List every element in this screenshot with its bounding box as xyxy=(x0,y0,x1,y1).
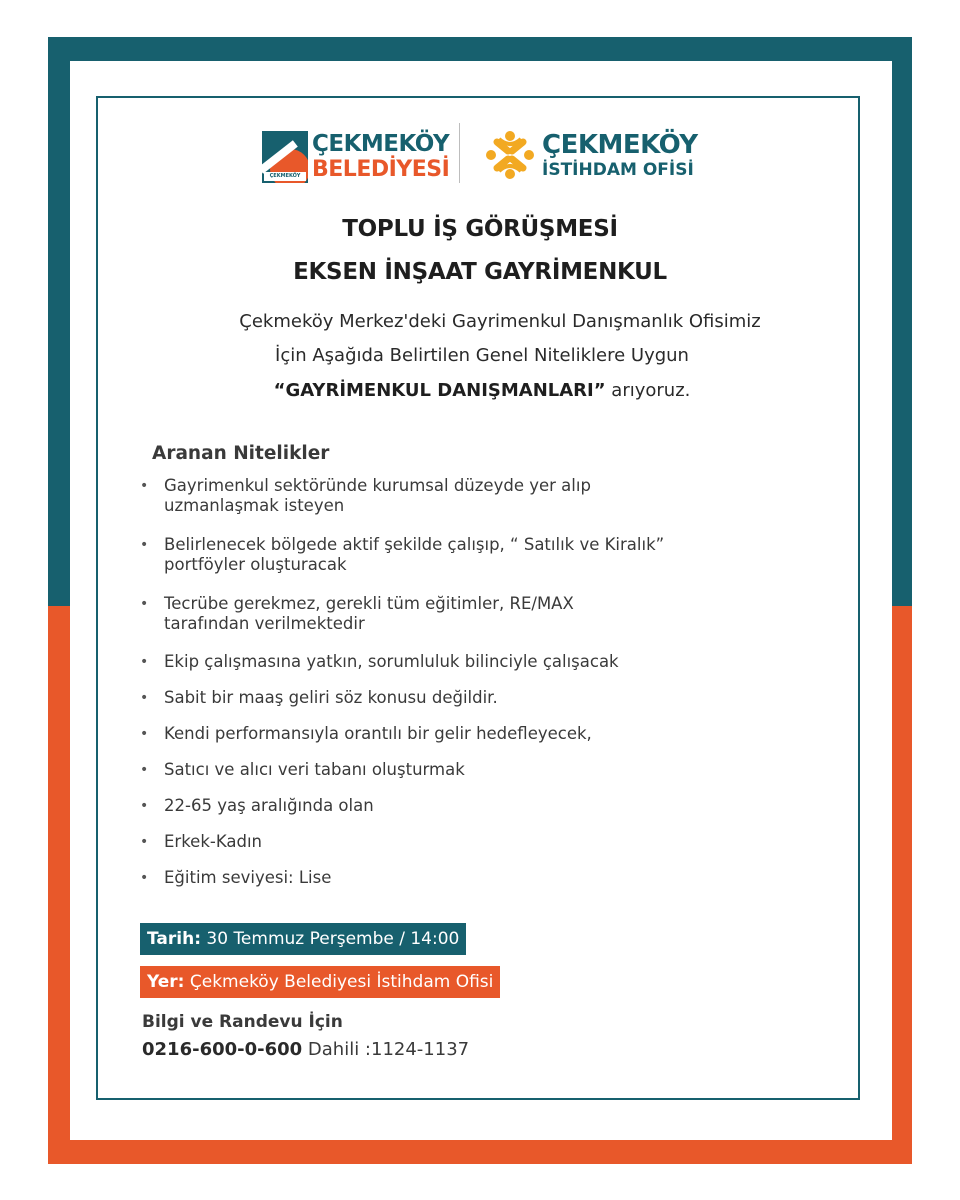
bullet-icon: • xyxy=(140,762,149,778)
istihdam-ofisi-logo xyxy=(484,129,714,185)
intro-line-3-rest: arıyoruz. xyxy=(605,380,691,401)
place-label: Yer: xyxy=(147,972,185,992)
list-item: • Erkek-Kadın xyxy=(140,832,262,851)
requirements-title: Aranan Nitelikler xyxy=(152,443,330,464)
bullet-icon: • xyxy=(140,870,149,886)
municipality-emblem-icon: ÇEKMEKÖY xyxy=(262,131,308,183)
place-value: Çekmeköy Belediyesi İstihdam Ofisi xyxy=(184,972,494,992)
bullet-icon: • xyxy=(140,596,149,612)
company-name: EKSEN İNŞAAT GAYRİMENKUL xyxy=(293,259,667,285)
logo-divider xyxy=(459,123,460,183)
list-item: • Gayrimenkul sektöründe kurumsal düzeyde yer alıp uzmanlaşmak isteyen xyxy=(140,476,591,515)
contact-label: Bilgi ve Randevu İçin xyxy=(142,1012,343,1032)
intro-line-1: Çekmeköy Merkez'deki Gayrimenkul Danışmanlık Ofisimiz xyxy=(239,311,761,332)
list-item: • Eğitim seviyesi: Lise xyxy=(140,868,332,887)
bullet-icon: • xyxy=(140,834,149,850)
intro-line-2: İçin Aşağıda Belirtilen Genel Niteliklere Uygun xyxy=(275,345,689,366)
date-badge xyxy=(140,923,466,955)
list-item: • Ekip çalışmasına yatkın, sorumluluk bilinciyle çalışacak xyxy=(140,652,619,671)
date-label: Tarih: xyxy=(147,929,201,949)
list-item: • Belirlenecek bölgede aktif şekilde çalışıp, “ Satılık ve Kiralık” portföyler oluşturacak xyxy=(140,535,665,574)
date-value: 30 Temmuz Perşembe / 14:00 xyxy=(201,929,460,949)
intro-line-3 xyxy=(2,380,960,401)
place-badge xyxy=(140,966,500,998)
office-logo-line1: ÇEKMEKÖY xyxy=(542,130,698,160)
list-item: • Kendi performansıyla orantılı bir gelir hedefleyecek, xyxy=(140,724,592,743)
list-item: • 22-65 yaş aralığında olan xyxy=(140,796,374,815)
phone-extension: Dahili :1124-1137 xyxy=(302,1039,470,1060)
logo-row xyxy=(0,123,960,187)
office-logo-line2: İSTİHDAM OFİSİ xyxy=(542,160,694,180)
page-title: TOPLU İŞ GÖRÜŞMESİ xyxy=(342,216,618,242)
people-network-icon xyxy=(484,129,536,181)
municipality-logo-line1: ÇEKMEKÖY xyxy=(312,131,450,157)
position-title: “GAYRİMENKUL DANIŞMANLARI” xyxy=(273,380,606,401)
list-item: • Sabit bir maaş geliri söz konusu değildir. xyxy=(140,688,498,707)
requirements-list xyxy=(140,476,740,888)
contact-phone-line xyxy=(142,1039,469,1060)
bullet-icon: • xyxy=(140,690,149,706)
bullet-icon: • xyxy=(140,537,149,553)
cekmekoy-belediyesi-logo xyxy=(262,131,450,183)
municipality-logo-line2: BELEDİYESİ xyxy=(312,157,450,182)
bullet-icon: • xyxy=(140,478,149,494)
list-item: • Satıcı ve alıcı veri tabanı oluşturmak xyxy=(140,760,465,779)
bullet-icon: • xyxy=(140,726,149,742)
bullet-icon: • xyxy=(140,798,149,814)
list-item: • Tecrübe gerekmez, gerekli tüm eğitimler, RE/MAX tarafından verilmektedir xyxy=(140,594,574,633)
bullet-icon: • xyxy=(140,654,149,670)
phone-number: 0216-600-0-600 xyxy=(142,1039,303,1060)
